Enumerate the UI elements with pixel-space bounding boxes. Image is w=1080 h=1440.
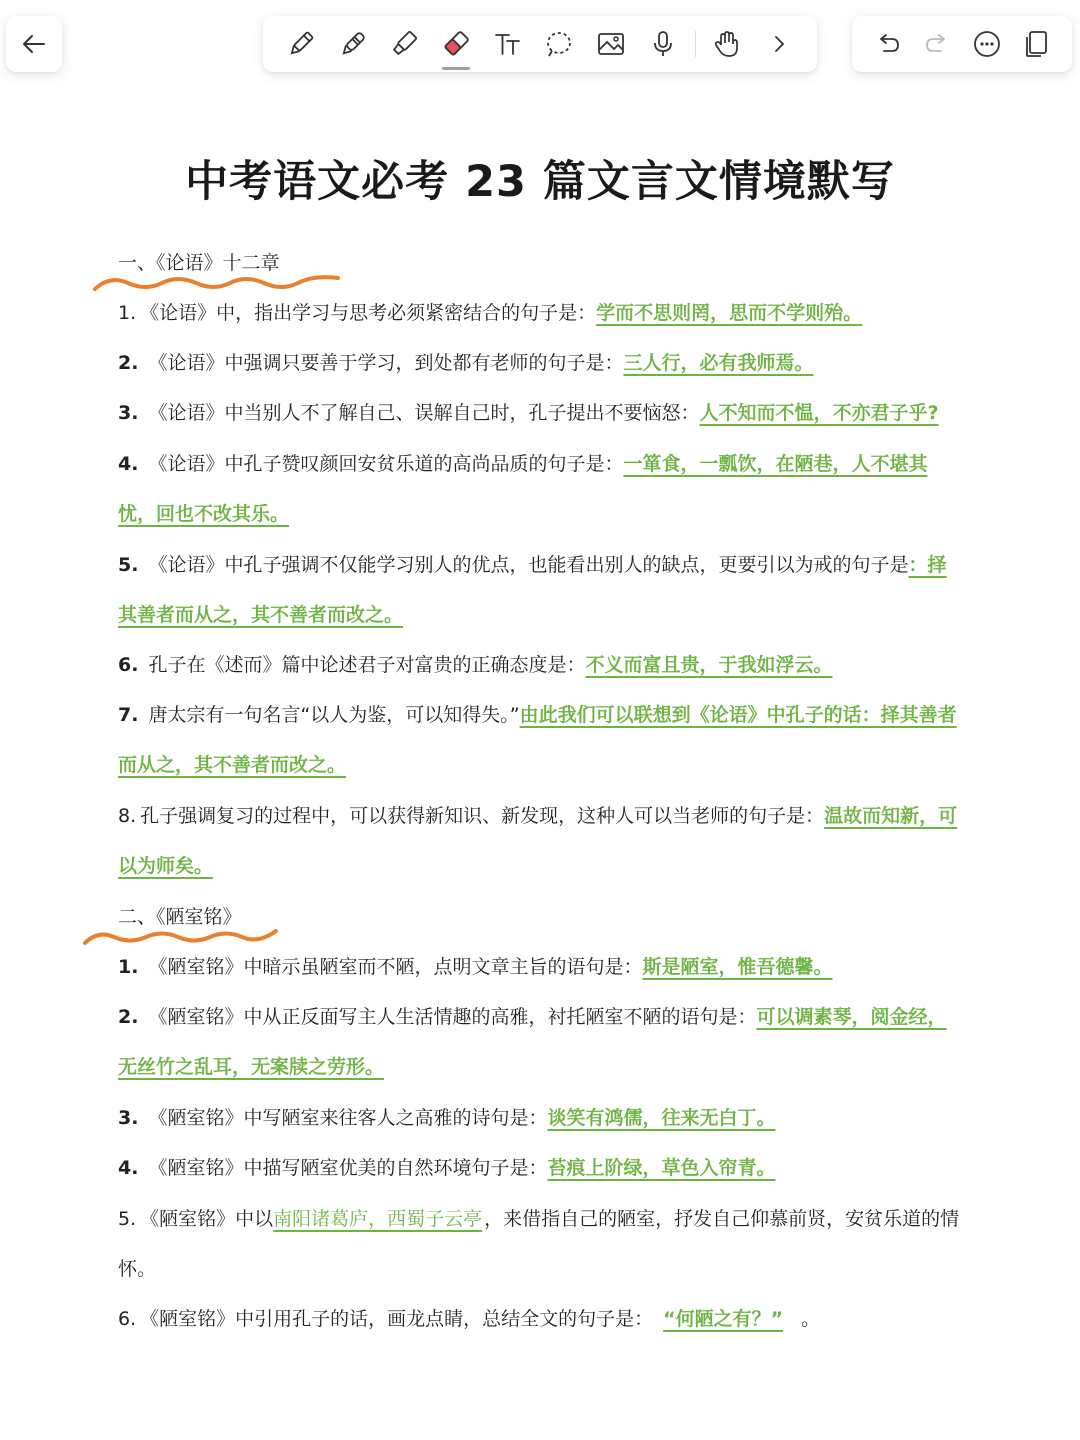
list-item: 1. 《论语》中，指出学习与思考必须紧密结合的句子是：学而不思则罔，思而不学则殆。 — [118, 288, 963, 338]
list-item: 8. 孔子强调复习的过程中，可以获得新知识、新发现，这种人可以当老师的句子是：温故而知新，可以为师矣。 — [118, 805, 958, 878]
answer-text: 谈笑有鸿儒，往来无白丁。 — [547, 1107, 776, 1129]
drawing-tools — [263, 16, 817, 72]
undo-icon[interactable] — [868, 24, 908, 64]
section-heading: 一、《论语》十二章 — [118, 252, 280, 274]
list-item: 4. 《论语》中孔子赞叹颜回安贫乐道的高尚品质的句子是：一箪食，一瓢饮，在陋巷，人不堪其忧，回也不改其乐。 — [118, 453, 928, 526]
answer-text: ：择其善者而从之，其不善者而改之。 — [118, 554, 947, 627]
image-icon[interactable] — [591, 24, 631, 64]
redo-icon[interactable] — [917, 24, 957, 64]
answer-text: 三人行，必有我师焉。 — [623, 352, 814, 374]
answer-text: 人不知而不愠，不亦君子乎? — [699, 402, 939, 424]
pen-icon[interactable] — [333, 24, 373, 64]
pages-icon[interactable] — [1016, 24, 1056, 64]
microphone-icon[interactable] — [643, 24, 683, 64]
answer-text: 苔痕上阶绿，草色入帘青。 — [547, 1157, 776, 1179]
highlighter-icon[interactable] — [384, 24, 424, 64]
text-icon[interactable] — [488, 24, 528, 64]
pen-icon[interactable] — [281, 24, 321, 64]
answer-text: 由此我们可以联想到《论语》中孔子的话：择其善者而从之，其不善者而改之。 — [118, 704, 957, 777]
answer-text: 温故而知新，可以为师矣。 — [118, 805, 958, 878]
document-page — [0, 96, 1080, 1440]
list-item: 6. 孔子在《述而》篇中论述君子对富贵的正确态度是：不义而富且贵，于我如浮云。 — [118, 640, 963, 690]
answer-text: 南阳诸葛庐，西蜀子云亭 — [273, 1208, 483, 1230]
back-button[interactable] — [6, 16, 62, 72]
answer-text: 斯是陋室，惟吾德馨。 — [642, 956, 833, 978]
lasso-icon[interactable] — [539, 24, 579, 64]
document-actions — [852, 16, 1072, 72]
section-heading: 二、《陋室铭》 — [118, 906, 242, 928]
list-item: 2. 《论语》中强调只要善于学习，到处都有老师的句子是：三人行，必有我师焉。 — [118, 338, 963, 388]
toolbar-divider — [695, 31, 696, 57]
arrow-left-icon[interactable] — [14, 24, 54, 64]
answer-text: 学而不思则罔，思而不学则殆。 — [596, 302, 863, 324]
list-item: 3. 《陋室铭》中写陋室来往客人之高雅的诗句是：谈笑有鸿儒，往来无白丁。 — [118, 1093, 963, 1143]
answer-text: “何陋之有？” — [663, 1308, 784, 1330]
list-item: 5. 《论语》中孔子强调不仅能学习别人的优点，也能看出别人的缺点，更要引以为戒的句子是：择其善者而从之，其不善者而改之。 — [118, 554, 947, 627]
toolbar — [0, 0, 1080, 96]
list-item: 6. 《陋室铭》中引用孔子的话，画龙点睛，总结全文的句子是： “何陋之有？” 。 — [118, 1308, 821, 1330]
eraser-icon[interactable] — [436, 24, 476, 64]
answer-text: 可以调素琴，阅金经，无丝竹之乱耳，无案牍之劳形。 — [118, 1006, 947, 1079]
answer-text: 不义而富且贵，于我如浮云。 — [585, 654, 833, 676]
page-title: 中考语文必考 23 篇文言文情境默写 — [185, 157, 895, 207]
list-item: 7. 唐太宗有一句名言“以人为鉴，可以知得失。”由此我们可以联想到《论语》中孔子的话：择其善者而从之，其不善者而改之。 — [118, 704, 957, 777]
list-item: 3. 《论语》中当别人不了解自己、误解自己时，孔子提出不要恼怒：人不知而不愠，不亦君子乎? — [118, 402, 939, 424]
hand-icon[interactable] — [707, 24, 747, 64]
answer-text: 一箪食，一瓢饮，在陋巷，人不堪其忧，回也不改其乐。 — [118, 453, 928, 526]
list-item: 4. 《陋室铭》中描写陋室优美的自然环境句子是：苔痕上阶绿，草色入帘青。 — [118, 1143, 963, 1193]
list-item: 5. 《陋室铭》中以南阳诸葛庐，西蜀子云亭 ，来借指自己的陋室，抒发自己仰慕前贤，安贫乐道的情怀。 — [118, 1208, 960, 1281]
chevron-right-icon[interactable] — [759, 24, 799, 64]
list-item: 1. 《陋室铭》中暗示虽陋室而不陋，点明文章主旨的语句是：斯是陋室，惟吾德馨。 — [118, 942, 963, 992]
more-icon[interactable] — [967, 24, 1007, 64]
list-item: 2. 《陋室铭》中从正反面写主人生活情趣的高雅，衬托陋室不陋的语句是：可以调素琴，阅金经，无丝竹之乱耳，无案牍之劳形。 — [118, 1006, 947, 1079]
